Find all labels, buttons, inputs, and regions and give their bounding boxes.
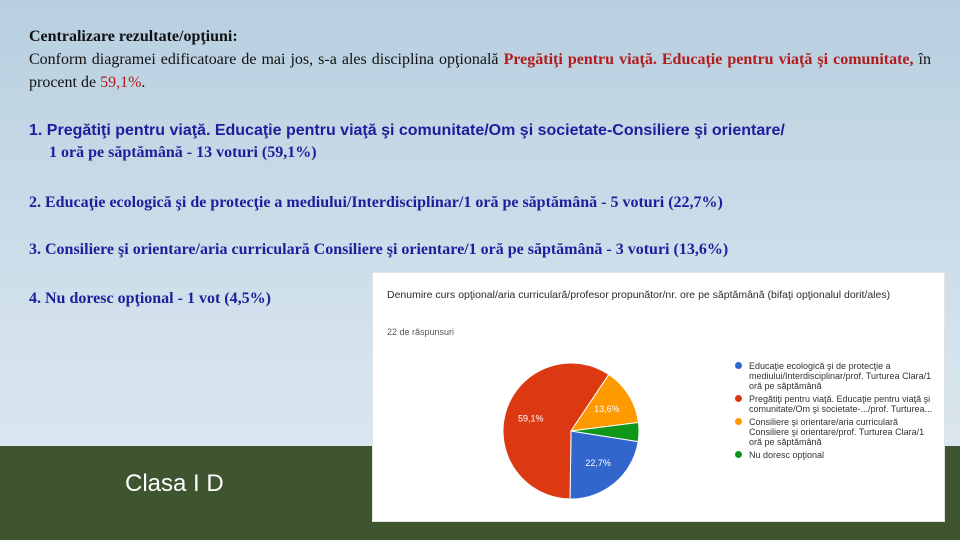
option-2: 2. Educaţie ecologică şi de protecţie a mediului/Interdisciplinar/1 oră pe săptămână - 5 voturi (22,7%) xyxy=(29,194,723,211)
legend-label: Educaţie ecologică şi de protecţie a mediului/Interdisciplinar/prof. Turturea Clara/1 oră pe săptămână xyxy=(749,361,932,391)
legend-dot-icon xyxy=(735,395,742,402)
legend-label: Consiliere şi orientare/aria curriculară Consiliere şi orientare/prof. Turturea Clara/1 oră pe săptămână xyxy=(749,417,925,447)
chart-subtitle: 22 de răspunsuri xyxy=(387,327,455,337)
option-1-line-1: 1. Pregătiţi pentru viaţă. Educaţie pentru viaţă şi comunitate/Om şi societate-Consiliere şi orientare/ xyxy=(29,122,785,139)
legend-item-3 xyxy=(735,417,935,447)
option-1 xyxy=(29,120,934,164)
option-1-line-2: 1 oră pe săptămână - 13 voturi (59,1%) xyxy=(49,144,317,161)
legend-item-1 xyxy=(735,361,935,391)
intro-text-end: . xyxy=(141,74,146,91)
intro-block xyxy=(29,25,931,94)
chart-legend xyxy=(735,361,935,463)
pie-label-2: 59,1% xyxy=(517,413,544,424)
class-label: Clasa I D xyxy=(125,470,224,497)
legend-item-4 xyxy=(735,450,935,460)
legend-item-2 xyxy=(735,394,935,414)
intro-paragraph xyxy=(29,48,931,94)
chosen-subject: Pregătiţi pentru viaţă. Educaţie pentru viaţă şi comunitate, xyxy=(503,51,914,68)
legend-dot-icon xyxy=(735,418,742,425)
pie-chart-card xyxy=(372,272,945,522)
legend-dot-icon xyxy=(735,451,742,458)
option-4: 4. Nu doresc opţional - 1 vot (4,5%) xyxy=(29,290,271,307)
legend-label: Nu doresc opţional xyxy=(749,450,825,460)
pie-label-3: 13,6% xyxy=(594,403,620,414)
chart-title: Denumire curs opţional/aria curriculară/profesor propunător/nr. ore pe săptămână (bifaţi opţionalul dorit/ales) xyxy=(387,289,891,301)
legend-dot-icon xyxy=(735,362,742,369)
chosen-percent: 59,1% xyxy=(100,74,142,91)
option-3: 3. Consiliere şi orientare/aria curriculară Consiliere şi orientare/1 oră pe săptămână - 3 voturi (13,6%) xyxy=(29,241,729,258)
legend-label: Pregătiţi pentru viaţă. Educaţie pentru viaţă şi comunitate/Om şi societate-.../prof. Turturea... xyxy=(749,394,933,414)
pie-label-1: 22,7% xyxy=(585,458,611,469)
intro-text-middle: în procent de xyxy=(29,51,932,91)
intro-text-before: Conform diagramei edificatoare de mai jos, s-a ales disciplina opţională xyxy=(29,51,504,68)
section-heading: Centralizare rezultate/opţiuni: xyxy=(29,28,238,45)
